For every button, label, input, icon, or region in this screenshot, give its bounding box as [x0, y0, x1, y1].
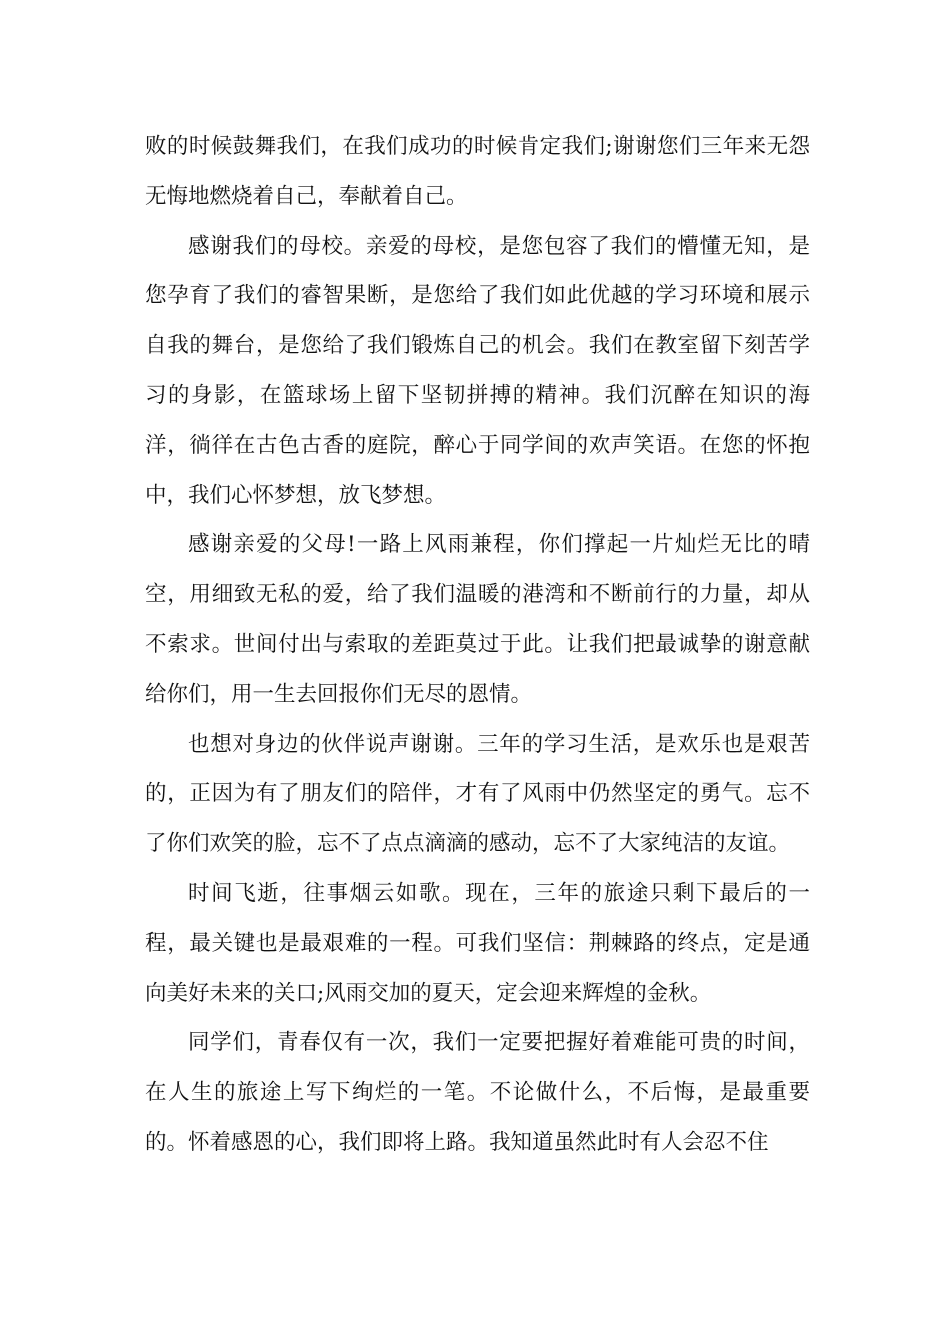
paragraph-time-flies: 时间飞逝，往事烟云如歌。现在，三年的旅途只剩下最后的一程，最关键也是最艰难的一程。可我们坚信：荆棘路的终点，定是通向美好未来的关口;风雨交加的夏天，定会迎来辉煌的金秋。 — [145, 880, 810, 1006]
paragraph-thanks-parents: 感谢亲爱的父母!一路上风雨兼程，你们撑起一片灿烂无比的晴空，用细致无私的爱，给了我们温暖的港湾和不断前行的力量，却从不索求。世间付出与索取的差距莫过于此。让我们把最诚挚的谢意献给你们，用一生去回报你们无尽的恩情。 — [145, 532, 810, 707]
paragraph-thanks-school: 感谢我们的母校。亲爱的母校，是您包容了我们的懵懂无知，是您孕育了我们的睿智果断，是您给了我们如此优越的学习环境和展示自我的舞台，是您给了我们锻炼自己的机会。我们在教室留下刻苦学习的身影，在篮球场上留下坚韧拼搏的精神。我们沉醉在知识的海洋，徜徉在古色古香的庭院，醉心于同学间的欢声笑语。在您的怀抱中，我们心怀梦想，放飞梦想。 — [145, 233, 810, 508]
paragraph-continuation: 败的时候鼓舞我们，在我们成功的时候肯定我们;谢谢您们三年来无怨无悔地燃烧着自己，奉献着自己。 — [145, 134, 810, 209]
paragraph-classmates: 同学们，青春仅有一次，我们一定要把握好着难能可贵的时间，在人生的旅途上写下绚烂的一笔。不论做什么，不后悔，是最重要的。怀着感恩的心，我们即将上路。我知道虽然此时有人会忍不住 — [145, 1030, 810, 1155]
body-text — [145, 122, 810, 1168]
paragraph-thanks-friends: 也想对身边的伙伴说声谢谢。三年的学习生活，是欢乐也是艰苦的，正因为有了朋友们的陪伴，才有了风雨中仍然坚定的勇气。忘不了你们欢笑的脸，忘不了点点滴滴的感动，忘不了大家纯洁的友谊。 — [145, 731, 810, 857]
